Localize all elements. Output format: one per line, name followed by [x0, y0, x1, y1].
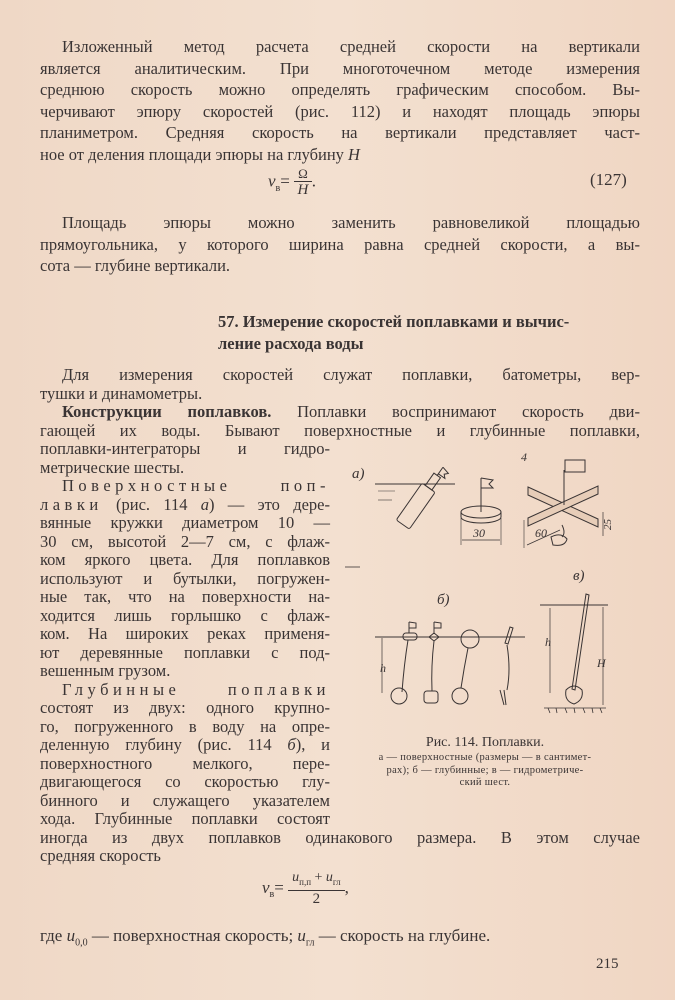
page-number: 215	[596, 956, 619, 972]
denominator: H	[297, 182, 309, 198]
text-line: используют и бутылки, погружен-	[40, 568, 330, 588]
caption-title: Рис. 114. Поплавки.	[425, 735, 545, 750]
text-line: ют деревянные поплавки с под-	[40, 642, 330, 662]
run-in-heading: Конструкции поплавков.	[62, 402, 272, 421]
text-line: поплавки-интеграторы и гидро-	[40, 439, 330, 458]
text-line: Для измерения скоростей служат поплавки, батометры, вер-	[62, 365, 640, 384]
text: деленную глубину (рис. 114	[40, 735, 288, 754]
var: u	[66, 926, 76, 945]
formula-tail: .	[311, 171, 317, 191]
var: u	[297, 926, 306, 945]
caption-legend: ский шест.	[459, 777, 511, 788]
text: — поверхностная скорость;	[87, 926, 298, 945]
text-line: Поверхностные поп-	[62, 476, 330, 495]
formula-equals: =	[280, 171, 290, 191]
figure-v-hydrometric-pole	[540, 568, 608, 713]
label-b: б)	[437, 592, 450, 608]
text-line: хода. Глубинные поплавки состоят	[40, 809, 330, 828]
text: Поплавки воспринимают скорость дви-	[271, 402, 640, 421]
text-line: тушки и динамометры.	[40, 383, 203, 403]
text-line: гающей их воды. Бывают поверхностные и глубинные поплавки,	[40, 420, 640, 440]
figure-b-deep-floats	[375, 592, 525, 705]
formula-subscript: в	[275, 182, 281, 194]
text-line: является аналитическим. При многоточечном методе измерения	[40, 59, 640, 78]
formula-tail: ,	[344, 877, 349, 897]
flag-icon	[481, 478, 493, 488]
text-line: го, погруженного в воду на опре-	[40, 716, 330, 736]
text-line: вешенным грузом.	[40, 661, 171, 680]
subscript: п,п	[299, 876, 312, 887]
text-line: прямоугольника, у которого ширина равна средней скорости, а вы-	[40, 235, 640, 254]
subscript: гл	[332, 876, 341, 887]
text: ное от деления площади эпюры на глубину	[40, 145, 349, 164]
section-heading: 57. Измерение скоростей поплавками и вычис-	[218, 312, 570, 331]
text-line: ком яркого цвета. Для поплавков	[40, 550, 330, 569]
label-v: в)	[573, 568, 585, 584]
formula-subscript: в	[269, 889, 275, 901]
caption-legend: рах); б — глубинные; в — гидрометриче-	[386, 764, 584, 776]
text-line: среднюю скорость можно определять графическим способом. Вы-	[40, 80, 640, 99]
section-heading: ление расхода воды	[218, 334, 364, 353]
text-line: ные так, что на поверхности на-	[40, 587, 330, 606]
subscript: 0,0	[75, 937, 88, 949]
variable: H	[348, 145, 360, 164]
text-line: 30 см, высотой 2—7 см, с флаж-	[40, 531, 330, 551]
text: а	[200, 494, 209, 514]
riverbed	[544, 708, 606, 713]
text-line: средняя скорость	[40, 846, 161, 865]
plus: +	[311, 870, 326, 885]
figure-a-surface-floats	[345, 450, 614, 567]
text-line: Изложенный метод расчета средней скорости на вертикали	[62, 37, 640, 56]
text-line: вянные кружки диаметром 10 —	[40, 513, 330, 532]
text-line: метрические шесты.	[40, 457, 185, 477]
text-line: двигающегося со скоростью глу-	[40, 772, 330, 791]
dimension-60: 60	[535, 526, 547, 540]
text-line: поверхностного мелкого, пере-	[40, 753, 330, 773]
text: б	[287, 735, 296, 754]
text-line: состоят из двух: одного крупно-	[40, 698, 330, 717]
text-line: планиметром. Средняя скорость на вертикали представляет част-	[40, 123, 640, 142]
bottle-float	[396, 463, 449, 530]
caption-legend: а — поверхностные (размеры — в сантимет-	[378, 752, 592, 763]
text: ) — это дере-	[209, 494, 330, 514]
spaced-term: лавки	[40, 494, 103, 514]
figure-caption	[345, 734, 625, 790]
var: u	[325, 870, 333, 885]
dimension-4: 4	[521, 450, 527, 464]
text-line: ходится лишь горлышко с флаж-	[40, 605, 330, 625]
text: (рис. 114	[102, 494, 201, 514]
text: ), и	[295, 735, 330, 754]
subscript: гл	[305, 937, 315, 949]
var: u	[292, 870, 300, 885]
formula-lhs: v	[268, 171, 276, 191]
denominator: 2	[312, 890, 321, 907]
label-a: а)	[352, 466, 365, 482]
formula-equals: =	[274, 877, 284, 897]
text-line: черчивают эпюру скоростей (рис. 112) и находят площадь эпюры	[40, 102, 640, 121]
text: где	[40, 926, 67, 945]
text-line: Глубинные поплавки	[62, 679, 330, 699]
numerator: Ω	[294, 166, 312, 182]
text-line: сота — глубине вертикали.	[40, 256, 231, 275]
dimension-25: 25	[602, 519, 614, 530]
formula-lhs: v	[262, 877, 270, 897]
equation-number: (127)	[590, 170, 627, 189]
label-H: H	[597, 656, 606, 670]
text-line: Площадь эпюры можно заменить равновеликой площадью	[62, 213, 640, 232]
label-h: h	[380, 661, 386, 675]
text-line: бинного и служащего указателем	[40, 790, 330, 810]
text-line: ком. На широких реках применя-	[40, 624, 330, 643]
label-h: h	[545, 635, 551, 649]
text: — скорость на глубине.	[314, 926, 491, 945]
pole	[572, 594, 589, 690]
dimension-30: 30	[473, 526, 485, 540]
text-line: иногда из двух поплавков одинакового размера. В этом случае	[40, 827, 640, 847]
